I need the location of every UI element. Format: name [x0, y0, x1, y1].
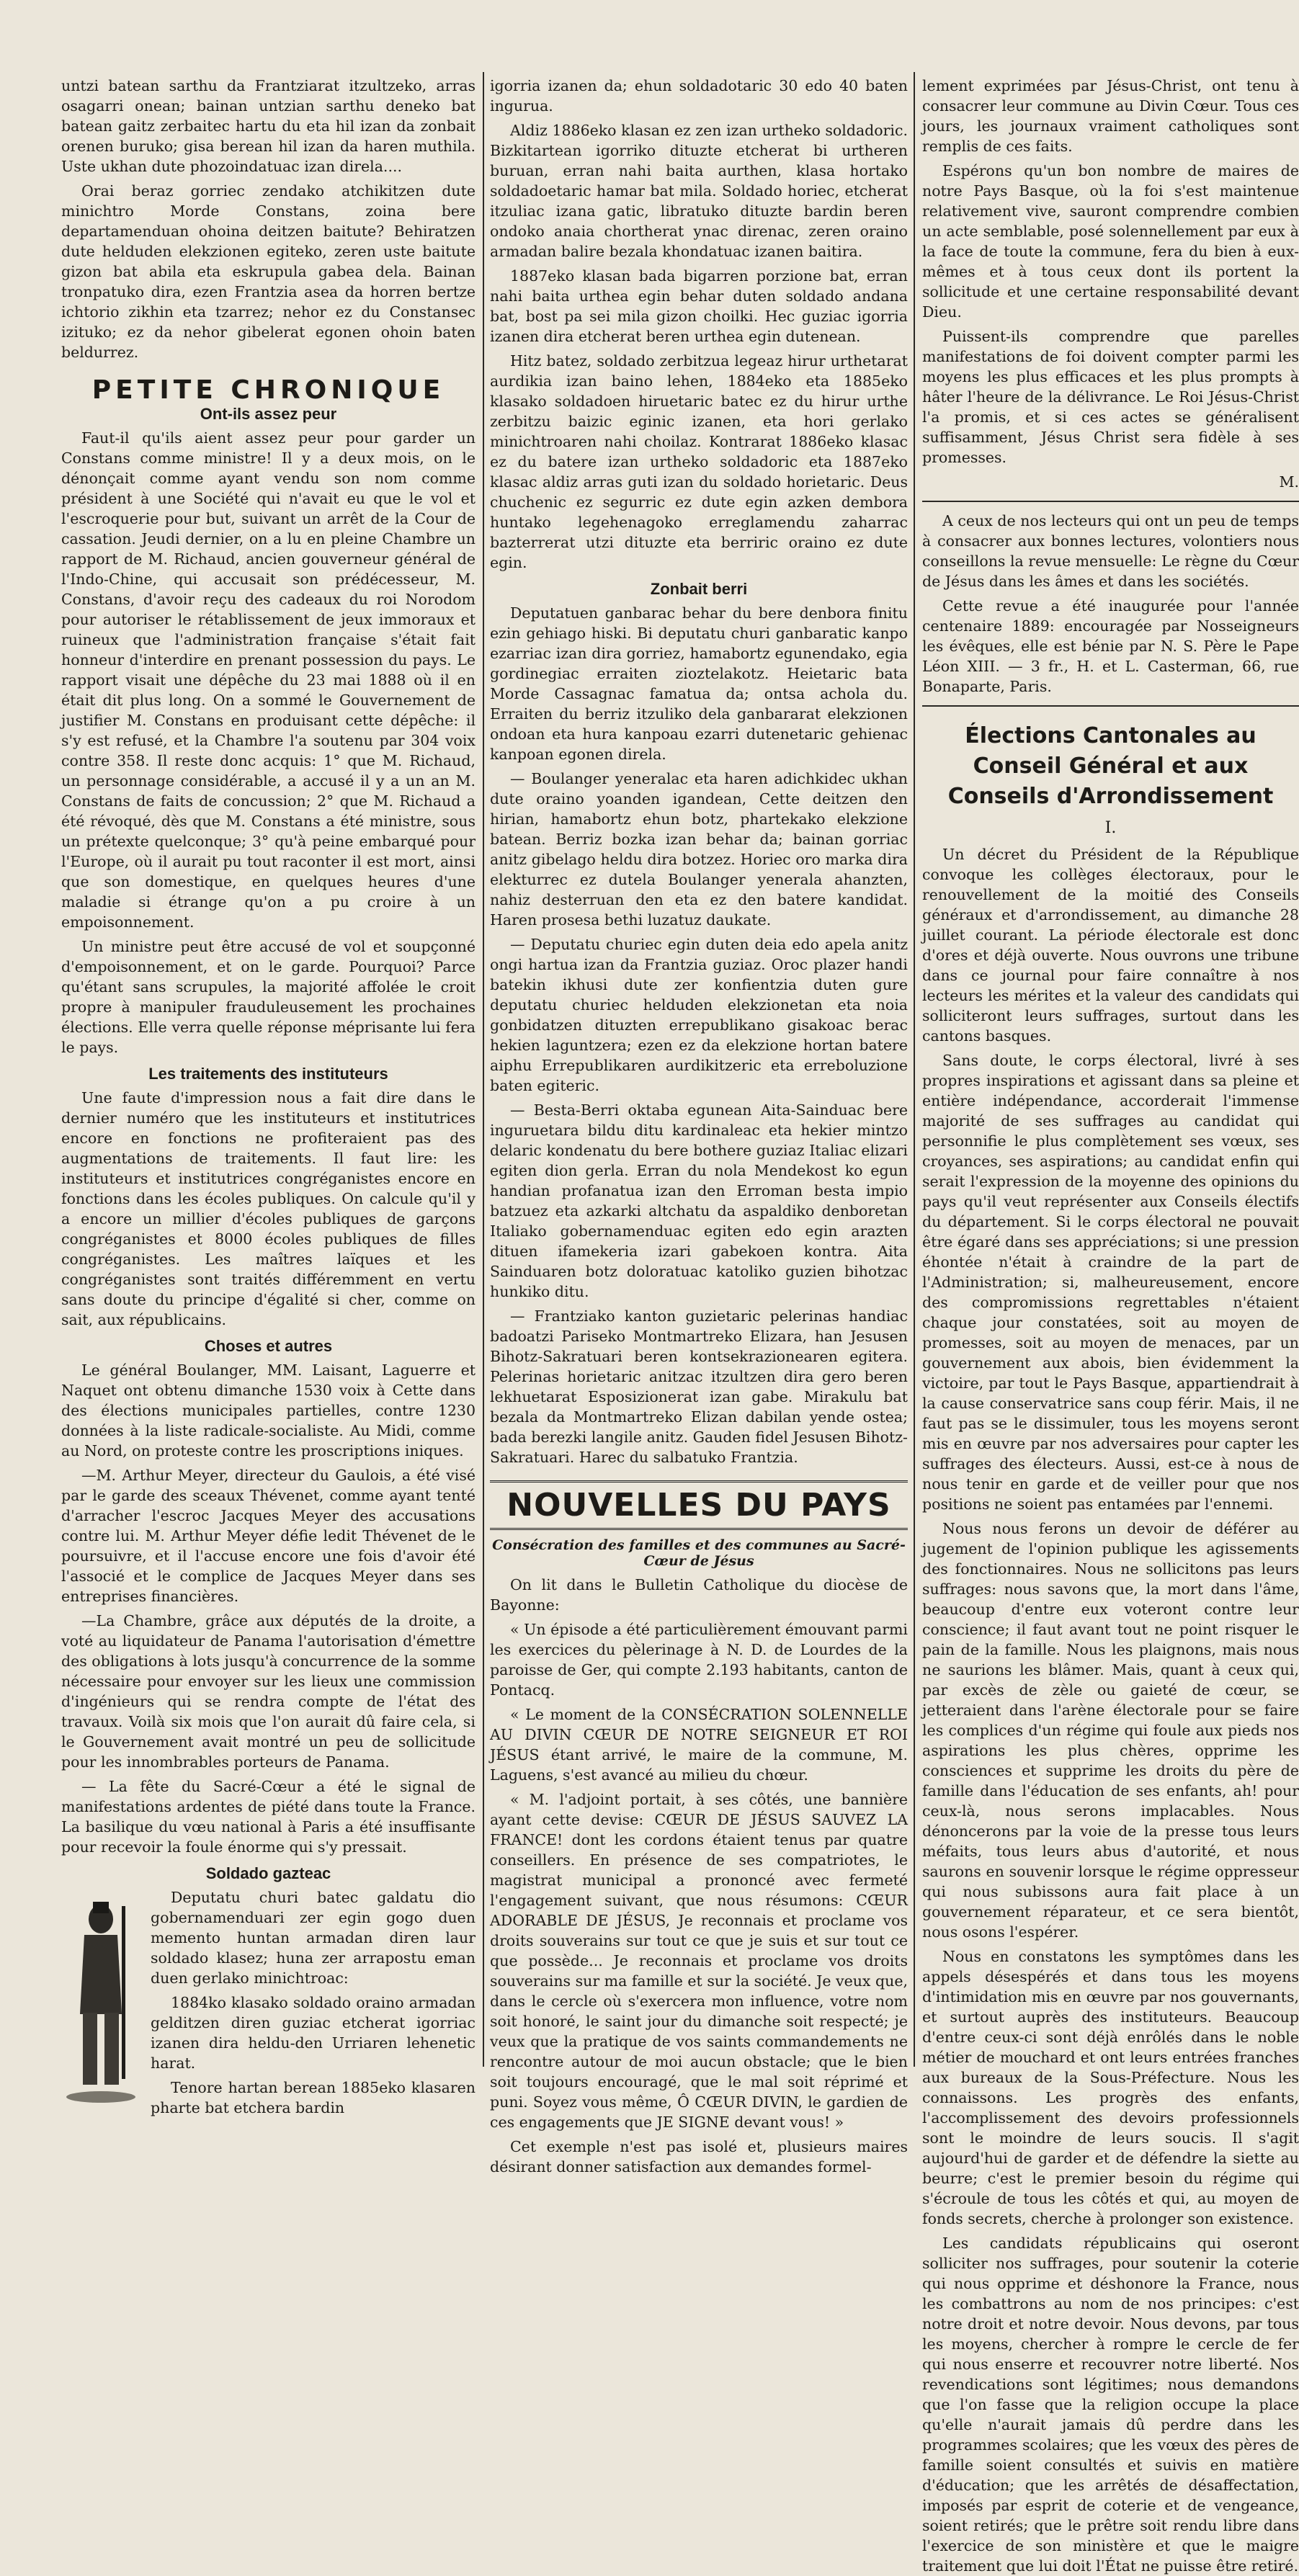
section-title-petite-chronique: PETITE CHRONIQUE — [91, 375, 445, 405]
paragraph: Hitz batez, soldado zerbitzua legeaz hirur urthetarat aurdikia izan baino lehen, 1884eko eta 1885eko klasako soldadoen hiruetaric batec ez du hirur urthe zerbitzu baizic eginic izanen, eta hori gerlako minichtroaren nahi choilaz. Kontrarat 1886eko klasac ez du batere izan urtheko soldadoric eta 1887eko klasac aldiz arras guti izan du soldado horietaric. Deus chuchenic ez segurric ez dute egin azken dembora huntako legehenagoko erreglamendu zaharrac bazterrerat utzi dituzte eta berriric oraino ez dute egin. — [490, 352, 908, 571]
soldier-illustration-icon — [61, 1892, 140, 2108]
paragraph: untzi batean sarthu da Frantziarat itzultzeko, arras osagarri onean; bainan untzian sarthu deneko bat batean gaitz zerbaitec hartu du eta hil izan da zonbait orenen buruko; gisa berean hil izan da haren muthila. Uste ukhan dute phozoindatuac izan direla.... — [61, 77, 476, 175]
paragraph: « Le moment de la CONSÉCRATION SOLENNELLE AU DIVIN CŒUR DE NOTRE SEIGNEUR ET ROI JÉSUS étant arrivé, le maire de la commune, M. Laguens, s'est avancé au milieu du chœur. — [490, 1706, 908, 1784]
elections-title-line-1: Élections Cantonales au Conseil Général et aux — [965, 723, 1256, 779]
paragraph: Orai beraz gorriec zendako atchikitzen dute minichtro Morde Constans, zoina bere departamenduan ohoina deitzen baitute? Behiratzen dute helduden elekzionen egiteko, zeren uste baitute gizon bat abila eta eskrupula gabea dela. Bainan tronpatuko dira, ezen Frantzia asea da horren bertze ichtorio zikhin eta tzarrez; nehor ez du Constansec izituko; ez da nehor gibelerat egonen ohoin baten beldurrez. — [61, 182, 476, 361]
paragraph: Le général Boulanger, MM. Laisant, Laguerre et Naquet ont obtenu dimanche 1530 voix à Cette dans des élections municipales partielles, contre 1230 données à la liste radicale-socialiste. Au Midi, comme au Nord, on proteste contre les proscriptions iniques. — [61, 1361, 476, 1459]
elections-title-line-2: Conseils d'Arrondissement — [947, 784, 1274, 809]
paragraph: Une faute d'impression nous a fait dire dans le dernier numéro que les instituteurs et institutrices encore en fonctions ne profiteraient pas des augmentations de traitements. Il faut lire: les instituteurs et institutrices congréganistes encore en fonctions dans les écoles publiques. On calcule qu'il y a encore un millier d'écoles publiques de garçons congréganistes et 8000 écoles publiques de filles congréganistes. Les maîtres laïques et les congréganistes sont traités différemment en vertu sans doute du principe d'égalité si cher, comme on sait, aux républicains. — [61, 1089, 476, 1328]
paragraph: 1884ko klasako soldado oraino armadan gelditzen diren guziac etcherat igorriac izanen dira heldu-den Urriaren lehenetic harat. — [151, 1994, 476, 2072]
paragraph: Espérons qu'un bon nombre de maires de notre Pays Basque, où la foi s'est maintenue relativement vive, sauront comprendre combien un acte semblable, posé solennellement par eux à la face de toute la commune, fera du bien à eux-mêmes et à tous ceux dont ils portent la sollicitude et une certaine responsabilité devant Dieu. — [922, 162, 1299, 321]
paragraph: Un décret du Président de la République convoque les collèges électoraux, pour le renouvellement de la moitié des Conseils généraux et d'arrondissement, au dimanche 28 juillet courant. La période électorale est donc d'ores et déjà ouverte. Nous ouvrons une tribune dans ce journal pour faire connaître à nos lecteurs les mérites et la valeur des candidats qui solliciteront leurs suffrages, surtout dans les cantons basques. — [922, 846, 1299, 1045]
paragraph: Faut-il qu'ils aient assez peur pour garder un Constans comme ministre! Il y a deux mois, on le dénonçait comme ayant vendu son nom comme président à une Société qui n'avait eu que le vol et l'escroquerie pour but, suivant un arrêt de la Cour de cassation. Jeudi dernier, on a lu en pleine Chambre un rapport de M. Richaud, ancien gouverneur général de l'Indo-Chine, qui accusait son prédécesseur, M. Constans, d'avoir reçu des cadeaux du roi Norodom pour autoriser le rétablissement de jeux immoraux et ruineux que l'administration française s'était fait honneur d'interdire en prenant possession du pays. Le rapport visait une dépêche du 23 mai 1888 où il en était dit plus long. On a sommé le Gouvernement de justifier M. Constans en produisant cette dépêche: il s'y est refusé, et la Chambre l'a soutenu par 304 voix contre 358. Il reste donc acquis: 1° que M. Richaud, un personnage considérable, a accusé il y a un an M. Constans de faits de concussion; 2° que M. Richaud a été révoqué, dès que M. Constans a été ministre, sous un prétexte quelconque; 3° qu'à peine embarqué pour l'Europe, où il aurait pu tout raconter il est mort, ainsi que son domestique, en quelques heures d'une maladie si étrange qu'on a pu croire à un empoisonnement. — [61, 429, 476, 931]
paragraph: lement exprimées par Jésus-Christ, ont tenu à consacrer leur commune au Divin Cœur. Tous ces jours, les journaux vraiment catholiques sont remplis de ces faits. — [922, 77, 1299, 155]
paragraph: Tenore hartan berean 1885eko klasaren pharte bat etchera bardin — [151, 2079, 476, 2116]
paragraph: Nous nous ferons un devoir de déférer au jugement de l'opinion publique les agissements des fonctionnaires. Nous ne sollicitons pas leurs suffrages: nous savons que, la mort dans l'âme, beaucoup d'entre eux voteront contre leur conscience; il faut avant tout ne point risquer le pain de la famille. Nous les plaignons, mais nous ne saurions les blâmer. Mais, quant à ceux qui, par excès de zèle ou gaieté de cœur, se jetteraient dans l'arène électorale pour se faire les complices d'un régime qui foule aux pieds nos aspirations les plus chères, opprime les consciences et supprime les droits du père de famille dans l'éducation de ses enfants, ah! pour ceux-là, nous serons implacables. Nous dénoncerons par la voie de la presse tous leurs méfaits, tous leurs abus d'autorité, et nous saurons en souvenir lorsque le régime oppresseur qui nous subissons aura fait place à un gouvernement réparateur, et ce sera bientôt, nous osons l'espérer. — [922, 1520, 1299, 1941]
subheading: Les traitements des instituteurs — [148, 1065, 388, 1083]
signature: M. — [1279, 473, 1299, 491]
section-number: I. — [1104, 819, 1117, 837]
paragraph: Puissent-ils comprendre que parelles manifestations de foi doivent compter parmi les moyens les plus efficaces et les plus prompts à hâter l'heure de la délivrance. Le Roi Jésus-Christ l'a promis, et si ces actes se généralisent suffisamment, Jésus Christ sera fidèle à ses promesses. — [922, 328, 1299, 466]
section-title-nouvelles-du-pays: NOUVELLES DU PAYS — [490, 1480, 908, 1530]
paragraph: igorria izanen da; ehun soldadotaric 30 edo 40 baten ingurua. — [490, 77, 908, 115]
column-divider — [914, 72, 915, 2067]
separator — [922, 501, 1299, 502]
column-2 — [490, 76, 908, 2175]
paragraph: — Boulanger yeneralac eta haren adichkidec ukhan dute oraino yoanden igandean, Cette deitzen den hirian, hamabortz ehun botz, phartekako elekzione batean. Berriz bozka izan behar da; bainan gorriac anitz gibelago heldu dira botzez. Horiec oro marka dira elekturrec ez dutela Boulanger yenerala ahanzten, nahiz desterruan den eta ez den batere kandidat. Haren prosesa bethi luzatuz daukate. — [490, 770, 908, 929]
subheading: Ont-ils assez peur — [200, 405, 337, 423]
subheading: Zonbait berri — [650, 580, 748, 598]
paragraph: « Un épisode a été particulièrement émouvant parmi les exercices du pèlerinage à N. D. de Lourdes de la paroisse de Ger, qui compte 2.193 habitants, canton de Pontacq. — [490, 1621, 908, 1699]
column-3 — [922, 76, 1299, 2575]
column-divider — [483, 72, 484, 2067]
section-title-elections — [922, 721, 1299, 812]
paragraph: —La Chambre, grâce aux députés de la droite, a voté au liquidateur de Panama l'autorisation d'émettre des obligations à lots jusqu'à concurrence de la somme nécessaire pour envoyer sur les lieux une commission d'ingénieurs qui se rendra compte de l'état des travaux. Voilà six mois que l'on aurait dû faire cela, si le Gouvernement avait montré un peu de sollicitude pour les innombrables porteurs de Panama. — [61, 1612, 476, 1771]
paragraph: Cette revue a été inaugurée pour l'année centenaire 1889: encouragée par Nosseigneurs les évêques, elle est bénie par N. S. Père le Pape Léon XIII. — 3 fr., H. et L. Casterman, 66, rue Bonaparte, Paris. — [922, 597, 1299, 695]
paragraph: — Frantziako kanton guzietaric pelerinas handiac badoatzi Pariseko Montmartreko Elizara, han Jesusen Bihotz-Sakratuari beren kontsekrazionearen egitera. Pelerinas horietaric anitzac itzultzen dira gero beren lekhuetarat Esposizionerat izan gabe. Mirakulu bat bezala da Montmartreko Elizan dabilan yende ostea; bada berezki langile anitz. Gauden fidel Jesusen Bihotz-Sakratuari. Harec du salbatuko Frantzia. — [490, 1307, 908, 1466]
paragraph: 1887eko klasan bada bigarren porzione bat, erran nahi baita urthea egin behar duten soldado andana bat, bost pa sei mila gizon choilki. Hec guziac igorria izanen dira etcherat beren urthea egin dutenean. — [490, 267, 908, 345]
paragraph: Un ministre peut être accusé de vol et soupçonné d'empoisonnement, et on le garde. Pourquoi? Parce qu'étant sans scrupules, la majorité affolée le croit propre à manipuler frauduleusement les prochaines élections. Elle verra quelle réponse méprisante lui fera le pays. — [61, 938, 476, 1056]
paragraph: Les candidats républicains qui oseront solliciter nos suffrages, pour soutenir la coterie qui nous opprime et déshonore la France, nous les combattrons au nom de nos principes: c'est notre droit et notre devoir. Nous devons, par tous les moyens, chercher à rompre le cercle de fer qui nous enserre et recouvrer notre liberté. Nos revendications sont légitimes; nous demandons que l'on fasse que la religion occupe la place qu'elle n'aurait jamais dû perdre dans les programmes scolaires; que les vœux des pères de famille soient consultés et suivis en matière d'éducation; que les arrêtés de désaffectation, imposés par esprit de coterie et de vengeance, soient retirés; que le prêtre soit rendu libre dans l'exercice de son ministère et que le maigre traitement que lui doit l'État ne puisse être retiré. — [922, 2235, 1299, 2575]
subheading: Choses et autres — [204, 1337, 333, 1355]
paragraph: — La fête du Sacré-Cœur a été le signal de manifestations ardentes de piété dans toute la France. La basilique du vœu national à Paris a été insuffisante pour recevoir la foule énorme qui s'y pressait. — [61, 1778, 476, 1856]
paragraph: « M. l'adjoint portait, à ses côtés, une bannière ayant cette devise: CŒUR DE JÉSUS SAUVEZ LA FRANCE! dont les cordons étaient tenus par quatre conseillers. En présence de ses compatriotes, le magistrat municipal a prononcé avec fermeté l'engagement suivant, que nous résumons: CŒUR ADORABLE DE JÉSUS, Je reconnais et proclame vos droits souverains sur tout ce que je suis et sur tout ce que possède... Je reconnais et proclame vos droits souverains sur ma famille et sur la société. Je veux que, dans le cercle où s'exercera mon influence, votre nom soit honoré, le saint jour du dimanche soit respecté; je veux que la pratique de vos saints commandements ne rencontre autour de moi aucun obstacle; que le bien soit toujours encouragé, que le mal soit réprimé et puni. Soyez vous même, Ô CŒUR DIVIN, le gardien de ces engagements que JE SIGNE devant vous! » — [490, 1791, 908, 2131]
column-1 — [61, 76, 476, 2116]
paragraph: Nous en constatons les symptômes dans les appels désespérés et dans tous les moyens d'intimidation mis en œuvre par nos gouvernants, et surtout auprès des instituteurs. Beaucoup d'entre ceux-ci sont déjà enrôlés dans le noble métier de mouchard et ont leurs entrées franches aux bureaux de la Sous-Préfecture. Nous les connaissons. Les progrès des enfants, l'accomplissement des devoirs professionnels sont le moindre de leurs soucis. Il s'agit aujourd'hui de garder et de défendre la siette au beurre; c'est le premier besoin du régime qui s'écroule de tous les côtés et qui, au moyen de fonds secrets, cherche à prolonger son existence. — [922, 1948, 1299, 2227]
paragraph: On lit dans le Bulletin Catholique du diocèse de Bayonne: — [490, 1576, 908, 1614]
paragraph: — Besta-Berri oktaba egunean Aita-Sainduac bere inguruetara bildu ditu kardinaleac eta hekier mintzo delaric kondenatu du bere bothere guziaz Italiac elizari egiten dion gerla. Erran du nola Mendekost ko egun handian profanatua izan den Erroman besta impio batzuez eta azkarki altchatu da aspaldiko denboretan Italiako gobernamenduac egiten edo egin arazten dituen ifamekeria izari gabekoen kontra. Aita Sainduaren botz doloratuac katoliko guzien bihotzac hunkiko ditu. — [490, 1101, 908, 1300]
paragraph: A ceux de nos lecteurs qui ont un peu de temps à consacrer aux bonnes lectures, volontiers nous conseillons la revue mensuelle: Le règne du Cœur de Jésus dans les âmes et dans les sociétés. — [922, 512, 1299, 590]
subheading: Consécration des familles et des communes au Sacré-Cœur de Jésus — [492, 1537, 906, 1569]
paragraph: Cet exemple n'est pas isolé et, plusieurs maires désirant donner satisfaction aux demandes formel- — [490, 2138, 908, 2175]
paragraph: —M. Arthur Meyer, directeur du Gaulois, a été visé par le garde des sceaux Thévenet, comme ayant tenté d'arracher l'escroc Jacques Meyer des accusations contre lui. M. Arthur Meyer défie ledit Thévenet de le poursuivre, et il l'accuse encore une fois d'avoir été l'associé et le complice de Jacques Meyer dans ses entreprises financières. — [61, 1467, 476, 1605]
paragraph: Aldiz 1886eko klasan ez zen izan urtheko soldadoric. Bizkitartean igorriko dituzte etcherat bi urtheren buruan, erran nahi baita aurthen, klasa hortako soldadoetaric hamar bat mila. Soldado horiec, etcherat itzuliac izana gatic, libratuko dituzte bardin beren ondoko anaia chortherat ynac direnac, zeren oraino armadan balire bezala khondatuac izanen baitira. — [490, 122, 908, 260]
paragraph: Deputatu churi batec galdatu dio gobernamenduari zer egin gogo duen memento huntan armadan diren laur soldado klasez; huna zer arrapostu eman duen gerlako minichtroac: — [151, 1889, 476, 1987]
subheading: Soldado gazteac — [205, 1864, 331, 1882]
paragraph: Sans doute, le corps électoral, livré à ses propres inspirations et agissant dans sa pleine et entière indépendance, accorderait l'immense majorité de ses suffrages au candidat qui personnifie le plus complètement ses vœux, ses croyances, ses aspirations; au candidat enfin qui serait l'expression de la moyenne des opinions du pays qu'il veut représenter aux Conseils électifs du département. Si le corps électoral ne pouvait être égaré dans ses appréciations; si une pression éhontée n'était à craindre de la part de l'Administration; si, malheureusement, encore des compromissions regrettables n'étaient chaque jour constatées, soit au moyen de promesses, soit au moyen de menaces, par un gouvernement aux abois, bien évidemment la victoire, par tout le Pays Basque, appartiendrait à la cause conservatrice sans coup férir. Mais, il ne faut pas se le dissimuler, tous les moyens seront mis en œuvre par nos adversaires pour capter les suffrages des électeurs. Aussi, est-ce à nous de nous tenir en garde et de veiller pour que nos positions ne soient pas entamées par l'ennemi. — [922, 1052, 1299, 1513]
paragraph: — Deputatu churiec egin duten deia edo apela anitz ongi hartua izan da Frantzia guziaz. Oroc plazer handi batekin ikhusi dute zer konfientzia duten gure deputatu churiec helduden elekzionetan eta noia gonbidatzen dituzten errepublikano gisakoac berac hekien laguntzera; ezen ez da elekzione hortan batere aiphu Errepublikaren aurdikitzeric eta erreboluzione baten egiteric. — [490, 936, 908, 1094]
paragraph: Deputatuen ganbarac behar du bere denbora finitu ezin gehiago hiski. Bi deputatu churi ganbaratic kanpo ezarriac izan dira gorriez, hamabortz egunendako, egia gordinegiac erraiten zioztelakotz. Heietaric bata Morde Cassagnac famatua da; ontsa achola du. Erraiten du berriz itzuliko dela ganbararat elekzionen ondoan eta hura kanpoau ezarri dutenetaric gehienac kanpoan egonen direla. — [490, 604, 908, 763]
separator — [922, 705, 1299, 707]
